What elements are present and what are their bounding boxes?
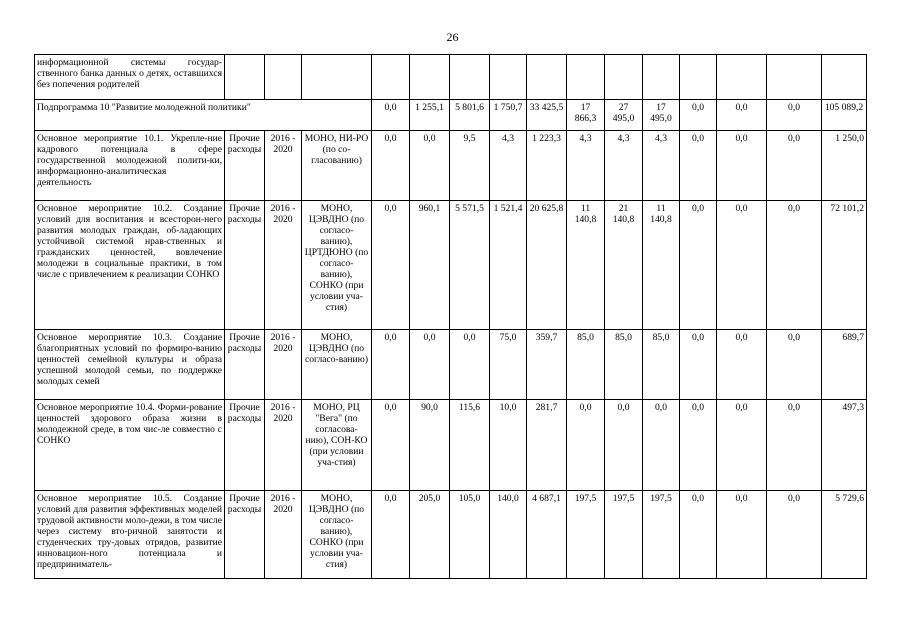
- value-cell: 17 495,0: [643, 100, 680, 131]
- executor: МОНО, ЦЭВДНО (по согласо-ванию), ЦРТДЮНО (по согласо-ванию), СОНКО (при условии уча-стия): [302, 201, 372, 330]
- value-cell: 0,0: [372, 491, 410, 579]
- value-cell: 0,0: [410, 330, 450, 400]
- value-cell: 0,0: [567, 400, 605, 491]
- value-cell: 115,6: [450, 400, 490, 491]
- value-cell: 75,0: [490, 330, 527, 400]
- value-cell: 5 801,6: [450, 100, 490, 131]
- value-cell: 5 571,5: [450, 201, 490, 330]
- value-cell: 0,0: [717, 100, 767, 131]
- table-row: [35, 330, 867, 400]
- activity-name: Основное мероприятие 10.5. Создание условий для развития эффективных моделей трудовой активности моло-дежи, в том числе через систему вто-ричной занятости и студенческих тру-довых отрядов, развитие инновацион-ного потенциала и предприниматель-: [35, 491, 225, 579]
- continuation-name: информационной системы государ-ственного банка данных о детях, оставшихся без попечения родителей: [35, 55, 225, 100]
- value-cell: 281,7: [527, 400, 567, 491]
- value-cell: 197,5: [605, 491, 643, 579]
- activity-name: Основное мероприятие 10.1. Укрепле-ние кадрового потенциала в сфере государственной молодежной полити-ки, информационно-аналитическая деятельность: [35, 131, 225, 201]
- value-cell: 85,0: [643, 330, 680, 400]
- value-cell: 0,0: [680, 491, 717, 579]
- value-cell: 205,0: [410, 491, 450, 579]
- value-cell: 0,0: [717, 491, 767, 579]
- executor: МОНО, ЦЭВДНО (по согласо-ванию), СОНКО (при условии уча-стия): [302, 491, 372, 579]
- value-cell: 359,7: [527, 330, 567, 400]
- value-cell: 72 101,2: [822, 201, 867, 330]
- value-cell: 0,0: [450, 330, 490, 400]
- value-cell: 9,5: [450, 131, 490, 201]
- expense-type: Прочие расходы: [225, 330, 265, 400]
- period: 2016 - 2020: [265, 491, 302, 579]
- value-cell: 1 250,0: [822, 131, 867, 201]
- value-cell: 1 750,7: [490, 100, 527, 131]
- program-table: [34, 54, 867, 579]
- value-cell: 105,0: [450, 491, 490, 579]
- value-cell: 21 140,8: [605, 201, 643, 330]
- value-cell: 27 495,0: [605, 100, 643, 131]
- activity-name: Основное мероприятие 10.4. Форми-рование ценностей здорового образа жизни в молодежной среде, в том чис-ле совместно с СОНКО: [35, 400, 225, 491]
- executor: МОНО, ЦЭВДНО (по согласо-ванию): [302, 330, 372, 400]
- period: 2016 - 2020: [265, 400, 302, 491]
- table-row: [35, 491, 867, 579]
- value-cell: 0,0: [643, 400, 680, 491]
- expense-type: Прочие расходы: [225, 131, 265, 201]
- value-cell: 497,3: [822, 400, 867, 491]
- value-cell: 4,3: [643, 131, 680, 201]
- table-row: [35, 201, 867, 330]
- value-cell: 0,0: [767, 131, 822, 201]
- value-cell: 0,0: [767, 491, 822, 579]
- value-cell: 33 425,5: [527, 100, 567, 131]
- value-cell: 0,0: [767, 400, 822, 491]
- value-cell: 0,0: [605, 400, 643, 491]
- value-cell: 197,5: [567, 491, 605, 579]
- value-cell: 4,3: [490, 131, 527, 201]
- value-cell: 960,1: [410, 201, 450, 330]
- activity-name: Основное мероприятие 10.2. Создание условий для воспитания и всесторон-него развития молодых граждан, об-ладающих устойчивой системой нрав-ственных и гражданских ценностей, вовлечение молодежи в социальные практики, в том числе с привлечением к реализации СОНКО: [35, 201, 225, 330]
- page-number: 26: [446, 30, 459, 44]
- value-cell: 0,0: [717, 131, 767, 201]
- value-cell: 11 140,8: [567, 201, 605, 330]
- period: 2016 - 2020: [265, 330, 302, 400]
- executor: МОНО, РЦ "Вега" (по согласова-нию), СОН-КО (при условии уча-стия): [302, 400, 372, 491]
- value-cell: 0,0: [680, 201, 717, 330]
- value-cell: 0,0: [767, 100, 822, 131]
- value-cell: 20 625,8: [527, 201, 567, 330]
- value-cell: 0,0: [372, 400, 410, 491]
- value-cell: 0,0: [767, 201, 822, 330]
- value-cell: 1 223,3: [527, 131, 567, 201]
- value-cell: 1 521,4: [490, 201, 527, 330]
- value-cell: 10,0: [490, 400, 527, 491]
- value-cell: 0,0: [680, 131, 717, 201]
- value-cell: 5 729,6: [822, 491, 867, 579]
- continuation-row: [35, 55, 867, 100]
- table-row: [35, 131, 867, 201]
- value-cell: 140,0: [490, 491, 527, 579]
- value-cell: 85,0: [605, 330, 643, 400]
- value-cell: 11 140,8: [643, 201, 680, 330]
- executor: МОНО, НИ-РО (по со-гласованию): [302, 131, 372, 201]
- value-cell: 85,0: [567, 330, 605, 400]
- value-cell: 0,0: [767, 330, 822, 400]
- value-cell: 90,0: [410, 400, 450, 491]
- value-cell: 0,0: [717, 400, 767, 491]
- value-cell: 4,3: [567, 131, 605, 201]
- value-cell: 1 255,1: [410, 100, 450, 131]
- table-row: [35, 400, 867, 491]
- subprogram-name: Подпрограмма 10 "Развитие молодежной политики": [35, 100, 372, 131]
- value-cell: 4,3: [605, 131, 643, 201]
- activity-name: Основное мероприятие 10.3. Создание благоприятных условий по формиро-ванию ценностей семейной культуры и образа успешной молодой семьи, по поддержке молодых семей: [35, 330, 225, 400]
- value-cell: 0,0: [372, 100, 410, 131]
- value-cell: 0,0: [680, 100, 717, 131]
- value-cell: 105 089,2: [822, 100, 867, 131]
- expense-type: Прочие расходы: [225, 491, 265, 579]
- value-cell: 0,0: [410, 131, 450, 201]
- expense-type: Прочие расходы: [225, 201, 265, 330]
- value-cell: 0,0: [680, 330, 717, 400]
- value-cell: 4 687,1: [527, 491, 567, 579]
- value-cell: 0,0: [680, 400, 717, 491]
- value-cell: 0,0: [372, 330, 410, 400]
- value-cell: 0,0: [717, 201, 767, 330]
- subprogram-row: [35, 100, 867, 131]
- period: 2016 - 2020: [265, 201, 302, 330]
- value-cell: 0,0: [717, 330, 767, 400]
- value-cell: 0,0: [372, 131, 410, 201]
- expense-type: Прочие расходы: [225, 400, 265, 491]
- value-cell: 17 866,3: [567, 100, 605, 131]
- period: 2016 - 2020: [265, 131, 302, 201]
- value-cell: 0,0: [372, 201, 410, 330]
- value-cell: 197,5: [643, 491, 680, 579]
- value-cell: 689,7: [822, 330, 867, 400]
